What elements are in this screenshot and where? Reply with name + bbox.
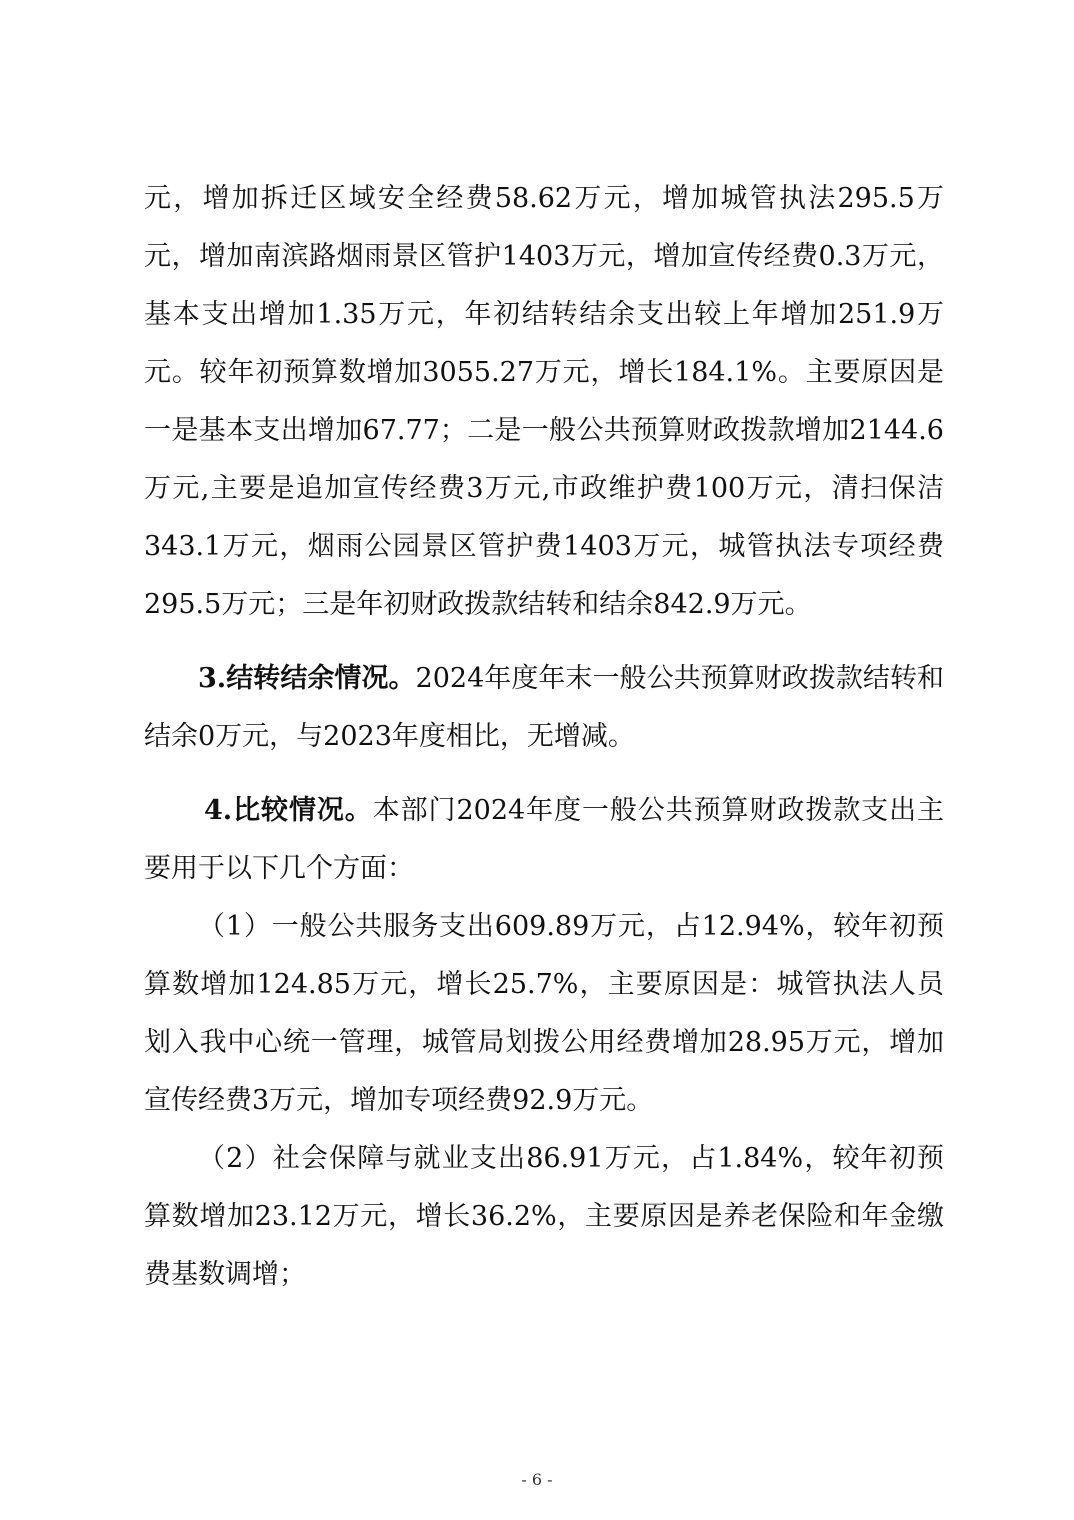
page-number: - 6 - <box>521 1470 553 1489</box>
paragraph-text: 本部门2024年度一般公共预算财政拨款支出主要用于以下几个方面： <box>144 795 945 884</box>
paragraph-text: 2024年度年末一般公共预算财政拨款结转和结余0万元，与2023年度相比，无增减。 <box>144 663 945 752</box>
paragraph-item-1 <box>144 898 944 1130</box>
paragraph-text: 元，增加拆迁区域安全经费58.62万元，增加城管执法295.5万元，增加南滨路烟雨景区管护1403万元，增加宣传经费0.3万元，基本支出增加1.35万元，年初结转结余支出较上年增加251.9万元。较年初预算数增加3055.27万元，增长184.1%。主要原因是一是基本支出增加67.77；二是一般公共预算财政拨款增加2144.6万元,主要是追加宣传经费3万元,市政维护费100万元，清扫保洁343.1万元，烟雨公园景区管护费1403万元，城管执法专项经费295.5万元；三是年初财政拨款结转和结余842.9万元。 <box>144 183 944 620</box>
paragraph-item-2 <box>144 1130 944 1304</box>
paragraph-continuation <box>144 170 944 634</box>
paragraph-text: （2）社会保障与就业支出86.91万元，占1.84%，较年初预算数增加23.12万元，增长36.2%，主要原因是养老保险和年金缴费基数调增； <box>144 1143 944 1290</box>
section-heading-carryover: 3.结转结余情况。 <box>198 663 416 694</box>
paragraph-comparison <box>144 782 944 898</box>
section-heading-comparison: 4.比较情况。 <box>204 795 373 826</box>
paragraph-text: （1）一般公共服务支出609.89万元，占12.94%，较年初预算数增加124.85万元，增长25.7%，主要原因是：城管执法人员划入我中心统一管理，城管局划拨公用经费增加28.95万元，增加宣传经费3万元，增加专项经费92.9万元。 <box>144 911 944 1116</box>
paragraph-carryover <box>144 650 944 766</box>
page-content <box>144 170 944 1304</box>
